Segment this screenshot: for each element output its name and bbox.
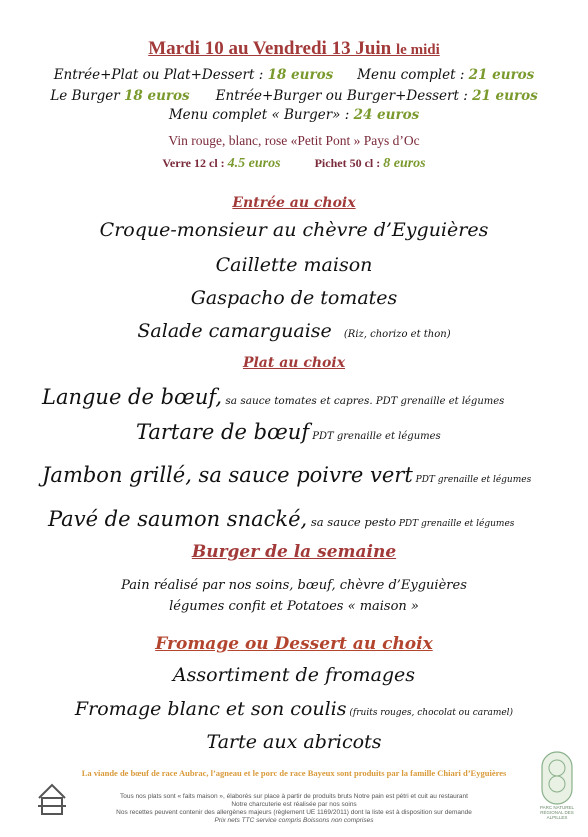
dish-sauce: sa sauce pesto bbox=[307, 515, 396, 529]
formula-label: Menu complet : bbox=[357, 67, 469, 83]
entree-item bbox=[0, 287, 588, 309]
plat-item bbox=[136, 420, 441, 444]
park-logo-icon bbox=[538, 748, 576, 808]
wine-jug-label: Pichet 50 cl : bbox=[314, 156, 384, 170]
price-line-2 bbox=[0, 88, 588, 104]
dish-name: Fromage blanc et son coulis bbox=[74, 698, 347, 720]
dish-name: Langue de bœuf, bbox=[42, 385, 223, 409]
dish-note: PDT grenaille et légumes bbox=[309, 431, 441, 442]
formula-price: 21 euros bbox=[472, 88, 538, 104]
dish-name: Assortiment de fromages bbox=[172, 664, 416, 686]
dessert-section-title: Fromage ou Dessert au choix bbox=[155, 634, 433, 654]
formula-price: 18 euros bbox=[267, 67, 334, 83]
plat-item bbox=[48, 507, 514, 531]
plat-item bbox=[42, 463, 531, 487]
entree-section-title: Entrée au choix bbox=[232, 195, 356, 211]
dish-name: Salade camarguaise bbox=[137, 320, 332, 342]
dessert-item bbox=[0, 731, 588, 753]
dish-name: Jambon grillé, sa sauce poivre vert bbox=[42, 463, 413, 487]
wine-glass-price: 4.5 euros bbox=[227, 156, 281, 171]
dessert-item bbox=[0, 664, 588, 686]
dessert-item bbox=[0, 698, 588, 720]
fine-print-line: Tous nos plats sont « faits maison », élaborés sur place à partir de produits bruts Notre pain est pétri et cuit au restaurant bbox=[120, 793, 468, 800]
formula-label: Entrée+Burger ou Burger+Dessert : bbox=[215, 88, 473, 104]
park-label: PARC NATUREL RÉGIONAL DES ALPILLES bbox=[539, 805, 575, 820]
provenance-note: La viande de bœuf de race Aubrac, l’agneau et le porc de race Bayeux sont produits par la famille Chiari d’Eyguières bbox=[81, 768, 507, 778]
wine-prices bbox=[0, 156, 588, 172]
plat-section-title: Plat au choix bbox=[242, 355, 346, 371]
entree-item bbox=[0, 219, 588, 241]
formula-price: 18 euros bbox=[124, 88, 190, 104]
dish-sauce: sa sauce tomates et capres. bbox=[222, 395, 373, 407]
formula-label: Le Burger bbox=[50, 88, 125, 104]
fine-print-line: Notre charcuterie est réalisée par nos soins bbox=[231, 801, 357, 808]
dish-note: (fruits rouges, chocolat ou caramel) bbox=[346, 708, 514, 718]
dish-note: PDT grenaille et légumes bbox=[372, 396, 505, 407]
menu-title bbox=[0, 38, 588, 60]
fine-print-line: Prix nets TTC service compris Boissons non comprises bbox=[214, 817, 374, 824]
formula-label: Menu complet « Burger» : bbox=[168, 107, 354, 123]
wine-line: Vin rouge, blanc, rose «Petit Pont » Pays d’Oc bbox=[168, 133, 420, 148]
dish-note: PDT grenaille et légumes bbox=[395, 519, 515, 529]
dish-name: Caillette maison bbox=[215, 254, 373, 276]
price-line-1 bbox=[0, 67, 588, 83]
restaurant-house-icon bbox=[36, 782, 68, 816]
dish-name: Tarte aux abricots bbox=[206, 731, 382, 753]
title-dates: Mardi 10 au Vendredi 13 Juin bbox=[148, 38, 396, 59]
burger-line: Pain réalisé par nos soins, bœuf, chèvre d’Eyguières bbox=[121, 578, 467, 593]
formula-label: Entrée+Plat ou Plat+Dessert : bbox=[53, 67, 268, 83]
entree-item bbox=[0, 320, 588, 342]
dish-name: Croque-monsieur au chèvre d’Eyguières bbox=[99, 219, 489, 241]
dish-note: (Riz, chorizo et thon) bbox=[343, 329, 451, 340]
dish-name: Tartare de bœuf bbox=[136, 420, 310, 444]
formula-price: 21 euros bbox=[468, 67, 535, 83]
burger-line: légumes confit et Potatoes « maison » bbox=[169, 599, 419, 614]
plat-item bbox=[42, 385, 504, 409]
dish-note: PDT grenaille et légumes bbox=[412, 475, 532, 485]
burger-section-title: Burger de la semaine bbox=[191, 542, 397, 562]
dish-name: Gaspacho de tomates bbox=[190, 287, 398, 309]
fine-print-line: Nos recettes peuvent contenir des allergènes majeurs (règlement UE 1169/2011) dont la liste est à disposition sur demande bbox=[116, 809, 472, 816]
price-line-3 bbox=[0, 107, 588, 123]
title-midi: le midi bbox=[396, 42, 440, 58]
wine-jug-price: 8 euros bbox=[383, 156, 426, 171]
dish-name: Pavé de saumon snacké, bbox=[48, 507, 308, 531]
entree-item bbox=[0, 254, 588, 276]
fine-print bbox=[0, 793, 588, 825]
wine-glass-label: Verre 12 cl : bbox=[162, 156, 228, 170]
formula-price: 24 euros bbox=[353, 107, 420, 123]
burger-description bbox=[0, 575, 588, 617]
